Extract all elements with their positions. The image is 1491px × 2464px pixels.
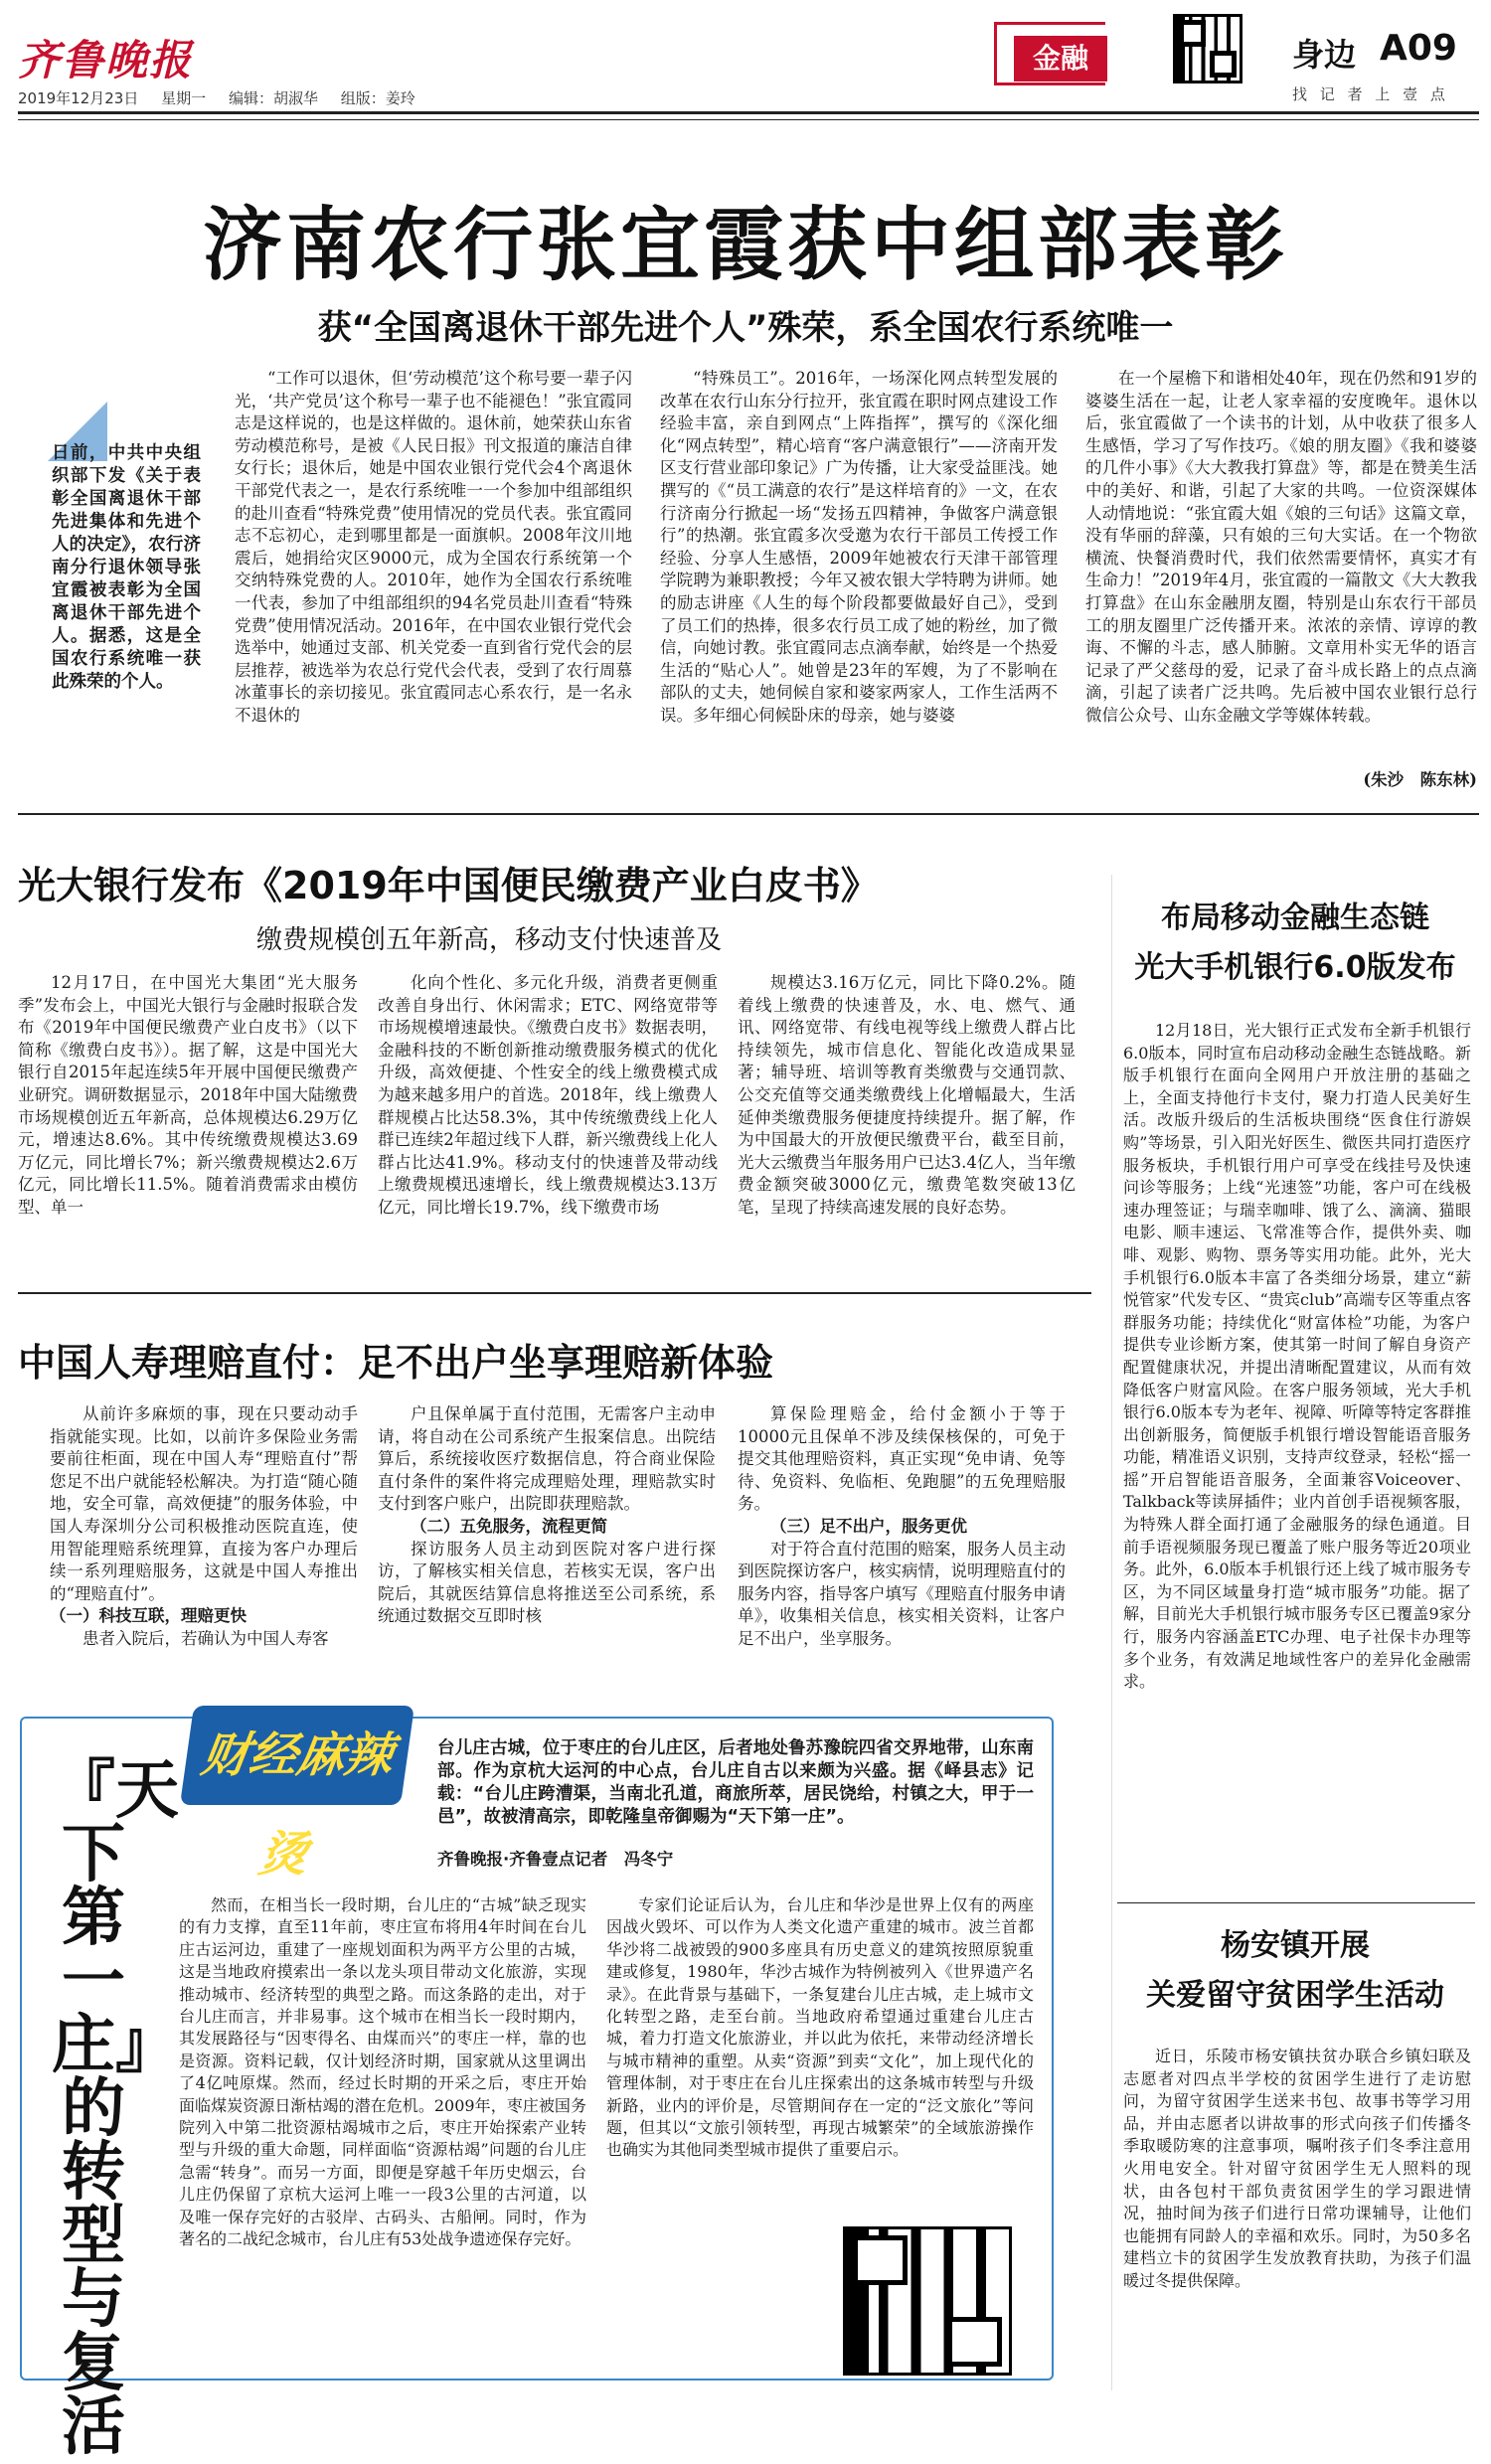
sidebar1-title-2: 光大手机银行6.0版发布 — [1134, 950, 1456, 985]
story2-column-1 — [18, 972, 358, 1278]
column-logo: 财经麻辣烫 — [180, 1706, 414, 1805]
feature-col1-text: 然而，在相当长一段时期，台儿庄的“古城”缺乏现实的有力支撑，直至11年前，枣庄宣布将用4年时间在台儿庄古运河边，重建了一座规划面积为两平方公里的古城，这是当地政府摸索出一条以龙头项目带动文化旅游，实现推动城市、经济转型的典型之路。而这条路的走出，对于台儿庄而言，并非易事。这个城市在相当长一段时期内，其发展路径与“因枣得名、由煤而兴”的枣庄一样，靠的也是资源。资料记载，仅计划经济时期，国家就从这里调出了4亿吨原煤。然而，经过长时期的开采之后，枣庄开始面临煤炭资源日渐枯竭的潜在危机。2009年，枣庄被国务院列入中第二批资源枯竭城市之后，枣庄开始探索产业转型与升级的重大命题，同样面临“资源枯竭”问题的台儿庄急需“转身”。而另一方面，即便是穿越千年历史烟云，台儿庄仍保留了京杭大运河上唯一一段3公里的古河道，以及唯一保存完好的古驳岸、古码头、古船闸。同时，作为著名的二战纪念城市，台儿庄有53处战争遗迹保存完好。 — [179, 1895, 586, 2249]
section-divider-2 — [18, 1292, 1091, 1294]
sidebar1-title-1: 布局移动金融生态链 — [1161, 901, 1429, 935]
date-bar — [18, 87, 433, 108]
feature-column-2 — [606, 1894, 1034, 2222]
story3-col1-text: 从前许多麻烦的事，现在只要动动手指就能实现。比如，以前许多保险业务需要前往柜面，现在中国人寿“理赔直付”帮您足不出户就能轻松解决。为打造“随心随地，安全可靠，高效便捷”的服务体验，中国人寿深圳分公司积极推动医院直连，使用智能理赔系统理算，直接为客户办理后续一系列理赔服务，这就是中国人寿推出的“理赔直付”。 — [50, 1404, 358, 1603]
qr-code-icon — [1173, 14, 1242, 83]
header-divider — [18, 111, 1479, 114]
story3-col3-text: 算保险理赔金，给付金额小于等于10000元且保单不涉及续保核保的，可免于提交其他理赔资料，真正实现“免申请、免等待、免资料、免临柜、免跑腿”的五免理赔服务。 — [738, 1404, 1066, 1514]
contact-reporter: 找 记 者 上 壹 点 — [1292, 85, 1445, 103]
main-col1-text: “工作可以退休，但‘劳动模范’这个称号要一辈子闪光，‘共产党员’这个称号一辈子也不能褪色！”张宜霞同志是这样说的，也是这样做的。退休前，她荣获山东省劳动模范称号，是被《人民日报》刊文报道的廉洁自律女行长；退休后，她是中国农业银行党代会4个离退休干部党代表之一，是农行系统唯一一个参加中组部组织的赴川查看“特殊党费”使用情况的党员代表。张宜霞同志不忘初心，走到哪里都是一面旗帜。2008年汶川地震后，她捐给灾区9000元，成为全国农行系统第一个交纳特殊党费的人。2010年，她作为全国农行系统唯一代表，参加了中组部组织的94名党员赴川查看“特殊党费”使用情况活动。2016年，在中国农业银行党代会选举中，她通过支部、机关党委一直到省行党代会的层层推荐，被选举为农总行党代会代表，受到了农行周慕冰董事长的亲切接见。张宜霞同志心系农行，是一名永不退休的 — [235, 369, 632, 725]
section-label: 金融 — [1014, 36, 1107, 82]
sidebar-divider — [1117, 1902, 1475, 1903]
qr-code-icon — [843, 2226, 1012, 2376]
story2-col2-text: 化向个性化、多元化升级，消费者更侧重改善自身出行、休闲需求；ETC、网络宽带等市场规模增速最快。《缴费白皮书》数据表明，金融科技的不断创新推动缴费服务模式的优化升级，高效便捷、个性安全的线上缴费模式成为越来越多用户的首选。2018年，线上缴费人群规模占比达58.3%，其中传统缴费线上化人群已连续2年超过线下人群，新兴缴费线上化人群占比达41.9%。移动支付的快速普及带动线上缴费规模迅速增长，线上缴费规模达3.13万亿元，同比增长19.7%，线下缴费市场 — [378, 973, 718, 1217]
main-column-3 — [1085, 368, 1477, 773]
story3-col1b-text: 患者入院后，若确认为中国人寿客 — [83, 1628, 329, 1648]
sidebar2-title-2: 关爱留守贫困学生活动 — [1146, 1978, 1444, 2013]
header-divider-thin — [18, 119, 1479, 120]
feature-byline: 齐鲁晚报·齐鲁壹点记者 冯冬宁 — [437, 1850, 674, 1869]
section-divider — [18, 813, 1479, 815]
story2-subheadline: 缴费规模创五年新高，移动支付快速普及 — [256, 925, 723, 955]
main-col3-text: 在一个屋檐下和谐相处40年，现在仍然和91岁的婆婆生活在一起，让老人家幸福的安度晚年。退休以后，张宜霞做了一个读书的计划，从中收获了很多人生感悟，学习了写作技巧。《娘的朋友圈》《我和婆婆的几件小事》《大大教我打算盘》等，都是在赞美生活中的美好、和谐，引起了大家的共鸣。一位资深媒体人动情地说：“张宜霞大姐《娘的三句话》这篇文章，没有华丽的辞藻，只有娘的三句大实话。在一个物欲横流、快餐消费时代，我们依然需要情怀，真实才有生命力！”2019年4月，张宜霞的一篇散文《大大教我打算盘》在山东金融朋友圈，特别是山东农行干部员工的朋友圈里广泛传播开来。浓浓的亲情、谆谆的教诲、不懈的斗志，感人肺腑。文章用朴实无华的语言记录了严父慈母的爱，记录了奋斗成长路上的点点滴滴，引起了读者广泛共鸣。先后被中国农业银行总行微信公众号、山东金融文学等媒体转载。 — [1085, 369, 1477, 725]
story2-headline: 光大银行发布《2019年中国便民缴费产业白皮书》 — [18, 864, 879, 907]
story3-subhead-2: （二）五免服务，流程更简 — [411, 1516, 607, 1536]
story3-headline: 中国人寿理赔直付：足不出户坐享理赔新体验 — [18, 1341, 774, 1385]
story2-column-2 — [378, 972, 718, 1278]
story3-col3b-text: 对于符合直付范围的赔案，服务人员主动到医院探访客户，核实病情，说明理赔直付的服务内容，指导客户填写《理赔直付服务申请单》，收集相关信息，核实相关资料，让客户足不出户，坐享服务。 — [738, 1539, 1066, 1648]
story3-subhead-3: （三）足不出户，服务更优 — [770, 1516, 967, 1536]
main-headline: 济南农行张宜霞获中组部表彰 — [203, 199, 1288, 291]
main-col2-text: “特殊员工”。2016年，一场深化网点转型发展的改革在农行山东分行拉开，张宜霞在职时网点建设工作经验丰富，亲自到网点“上阵指挥”，撰写的《深化细化“网点转型”，精心培育“客户满意银行”——济南开发区支行营业部印象记》广为传播，让大家受益匪浅。她撰写的《“员工满意的农行”是这样培育的》一文，在农行济南分行掀起一场“发扬五四精神，争做客户满意银行”的热潮。张宜霞多次受邀为农行干部员工传授工作经验、分享人生感悟，2009年她被农行天津干部管理学院聘为兼职教授；今年又被农银大学特聘为讲师。她的励志讲座《人生的每个阶段都要做最好自己》，受到了员工们的热捧，很多农行员工成了她的粉丝，加了微信，向她讨教。张宜霞同志点滴奉献，始终是一个热爱生活的“贴心人”。她曾是23年的军嫂，为了不影响在部队的丈夫，她伺候自家和婆家两家人，工作生活两不误。多年细心伺候卧床的母亲，她与婆婆 — [660, 369, 1058, 725]
sidebar1-body — [1123, 1020, 1471, 1890]
weekday: 星期一 — [161, 89, 207, 107]
layout-credit: 组版：姜玲 — [340, 89, 415, 107]
main-column-1 — [235, 368, 632, 795]
main-lead: 日前，中共中央组织部下发《关于表彰全国离退休干部先进集体和先进个人的决定》，农行济南分行退休领导张宜霞被表彰为全国离退休干部先进个人。据悉，这是全国农行系统唯一获此殊荣的个人。 — [52, 443, 201, 692]
story3-col2b-text: 探访服务人员主动到医院对客户进行探访，了解核实相关信息，若核实无误，客户出院后，其就医结算信息将推送至公司系统，系统通过数据交互即时核 — [378, 1539, 716, 1626]
issue-date: 2019年12月23日 — [18, 89, 139, 107]
sidebar2-text: 近日，乐陵市杨安镇扶贫办联合乡镇妇联及志愿者对四点半学校的贫困学生进行了走访慰问，为留守贫困学生送来书包、故事书等学习用品，并由志愿者以讲故事的形式向孩子们传播冬季取暖防寒的注意事项，嘱咐孩子们冬季注意用火用电安全。针对留守贫困学生无人照料的现状，由各包村干部负责贫困学生的学习跟进情况，抽时间为孩子们进行日常功课辅导，让他们也能拥有同龄人的幸福和欢乐。同时，为50多名建档立卡的贫困学生发放教育扶助，为孩子们温暖过冬提供保障。 — [1123, 2047, 1471, 2290]
feature-column-1 — [179, 1894, 586, 2372]
story3-col2-text: 户且保单属于直付范围，无需客户主动申请，将自动在公司系统产生报案信息。出院结算后，系统接收医疗数据信息，符合商业保险直付条件的案件将完成理赔处理，理赔款实时支付到客户账户，出院即获理赔款。 — [378, 1404, 716, 1514]
story3-subhead-1: （一）科技互联，理赔更快 — [50, 1606, 247, 1626]
story2-col1-text: 12月17日，在中国光大集团“光大服务季”发布会上，中国光大银行与金融时报联合发布《2019年中国便民缴费产业白皮书》（以下简称《缴费白皮书》）。据了解，这是中国光大银行自2015年起连续5年开展中国便民缴费产业研究。调研数据显示，2018年中国大陆缴费市场规模创近五年新高，总体规模达6.29万亿元，增速达8.6%。其中传统缴费规模达3.69万亿元，同比增长7%；新兴缴费规模达2.6万亿元，同比增长11.5%。随着消费需求由模仿型、单一 — [18, 973, 358, 1217]
story2-column-3 — [738, 972, 1076, 1278]
main-subheadline: 获“全国离退休干部先进个人”殊荣，系全国农行系统唯一 — [317, 308, 1174, 348]
page-number: A09 — [1380, 28, 1457, 69]
story3-column-2 — [378, 1403, 716, 1700]
feature-col2-text: 专家们论证后认为，台儿庄和华沙是世界上仅有的两座因战火毁坏、可以作为人类文化遗产重建的城市。波兰首都华沙将二战被毁的900多座具有历史意义的建筑按照原貌重建或修复，1980年，华沙古城作为特例被列入《世界遗产名录》。在此背景与基础下，一条复建台儿庄古城，走上城市文化转型之路，走至台前。当地政府希望通过重建台儿庄古城，着力打造文化旅游业，并以此为依托，来带动经济增长与城市精神的重塑。从卖“资源”到卖“文化”，加上现代化的管理体制，对于枣庄在台儿庄探索出的这条城市转型与升级新路，业内的评价是，尽管期间存在一定的“泛文旅化”等问题，但其以“文旅引领转型，再现古城繁荣”的全域旅游操作也确实为其他同类型城市提供了重要启示。 — [606, 1895, 1034, 2160]
sidebar2-body — [1123, 2046, 1471, 2380]
feature-intro: 台儿庄古城，位于枣庄的台儿庄区，后者地处鲁苏豫皖四省交界地带，山东南部。作为京杭大运河的中心点，台儿庄自古以来颇为兴盛。据《峄县志》记载：“台儿庄跨漕渠，当南北孔道，商旅所萃，居民饶给，村镇之大，甲于一邑”，故被清高宗，即乾隆皇帝御赐为“天下第一庄”。 — [437, 1738, 1034, 1827]
feature-vertical-title: 『天下第一庄』的转型与复活 — [52, 1754, 179, 2464]
sidebar1-text: 12月18日，光大银行正式发布全新手机银行6.0版本，同时宣布启动移动金融生态链战略。新版手机银行在面向全网用户开放注册的基础之上，全面支持他行卡支付，聚力打造人民美好生活。改版升级后的生活板块围绕“医食住行游娱购”等场景，引入阳光好医生、微医共同打造医疗服务板块，手机银行用户可享受在线挂号及快速问诊等服务；上线“光速签”功能，客户可在线极速办理签证；与瑞幸咖啡、饿了么、滴滴、猫眼电影、顺丰速运、飞常准等合作，提供外卖、咖啡、观影、购物、票务等实用功能。此外，光大手机银行6.0版本丰富了各类细分场景，建立“薪悦管家”代发专区、“贵宾club”高端专区等重点客群服务功能；持续优化“财富体检”功能，为客户提供专业诊断方案，使其第一时间了解自身资产配置健康状况，并提出清晰配置建议，从而有效降低客户财富风险。在客户服务领域，光大手机银行6.0版本专为老年、视障、听障等特定客群推出创新服务，简便版手机银行增设智能语音服务功能，精准语义识别，支持声纹登录，轻松“摇一摇”开启智能语音服务，全面兼容Voiceover、Talkback等读屏插件；业内首创手语视频客服，为特殊人群全面打通了金融服务的绿色通道。目前手语视频服务现已覆盖了账户服务等近20项业务。此外，6.0版本手机银行还上线了城市服务专区，为不同区域量身打造“城市服务”功能。据了解，目前光大手机银行城市服务专区已覆盖9家分行，服务内容涵盖ETC办理、电子社保卡办理等多个业务，有效满足地域性客户的差异化金融需求。 — [1123, 1021, 1471, 1692]
story3-column-3 — [738, 1403, 1066, 1700]
main-column-2 — [660, 368, 1058, 795]
story3-column-1 — [50, 1403, 358, 1700]
editor-credit: 编辑：胡淑华 — [228, 89, 318, 107]
sidebar2-title-1: 杨安镇开展 — [1221, 1928, 1370, 1963]
column-name: 身边 — [1292, 36, 1357, 74]
story2-col3-text: 规模达3.16万亿元，同比下降0.2%。随着线上缴费的快速普及，水、电、燃气、通讯、网络宽带、有线电视等线上缴费人群占比持续领先，城市信息化、智能化改造成果显著；辅导班、培训等教育类缴费与交通罚款、公交充值等交通类缴费线上化增幅最大，生活延伸类缴费服务便捷度持续提升。据了解，作为中国最大的开放便民缴费平台，截至目前，光大云缴费当年服务用户已达3.4亿人，当年缴费金额突破3000亿元，缴费笔数突破13亿笔，呈现了持续高速发展的良好态势。 — [738, 973, 1076, 1217]
newspaper-masthead: 齐鲁晚报 — [18, 36, 194, 84]
main-byline: (朱沙 陈东林) — [1363, 770, 1477, 789]
